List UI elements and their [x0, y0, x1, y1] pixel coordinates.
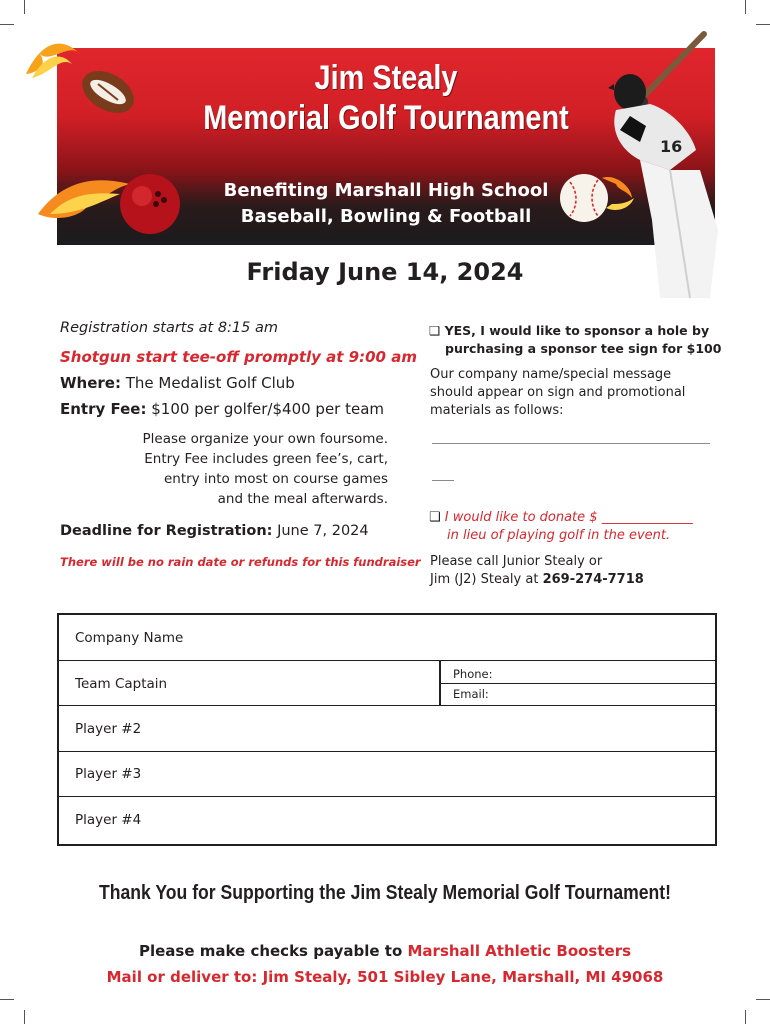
company-name-row[interactable]	[59, 615, 715, 661]
crop-mark	[756, 24, 770, 25]
sponsor-checkbox[interactable]: ❑	[429, 323, 441, 338]
crop-mark	[745, 1010, 746, 1024]
contact-phone: 269-274-7718	[542, 572, 644, 587]
player-4-label: Player #4	[75, 812, 142, 828]
message-line: should appear on sign and promotional	[430, 385, 686, 400]
phone-label: Phone:	[453, 667, 493, 681]
message-line: materials as follows:	[430, 403, 564, 418]
player-2-row[interactable]	[59, 706, 715, 752]
sponsor-text: YES, I would like to sponsor a hole by	[444, 323, 710, 338]
flaming-bowling-ball-icon	[30, 164, 190, 244]
note-line: Entry Fee includes green fee’s, cart,	[144, 451, 388, 467]
where-line	[60, 374, 295, 392]
entry-fee-line	[60, 400, 384, 418]
where-value: The Medalist Golf Club	[125, 374, 295, 392]
fee-note	[100, 429, 388, 509]
event-date: Friday June 14, 2024	[246, 258, 524, 286]
phone-field[interactable]	[441, 683, 715, 684]
note-line: entry into most on course games	[163, 471, 388, 487]
crop-mark	[0, 24, 14, 25]
crop-mark	[24, 1010, 25, 1024]
shotgun-start: Shotgun start tee-off promptly at 9:00 am	[60, 348, 417, 366]
entry-fee-value: $100 per golfer/$400 per team	[151, 400, 385, 418]
sponsor-message-instructions	[430, 366, 685, 420]
subtitle-line-2: Baseball, Bowling & Football	[240, 206, 532, 227]
no-rain-notice: There will be no rain date or refunds for this fundraiser	[60, 555, 421, 569]
title-line-2: Memorial Golf Tournament	[203, 99, 569, 137]
donate-option[interactable]	[429, 509, 693, 545]
player-3-label: Player #3	[75, 766, 142, 782]
message-line: Our company name/special message	[430, 367, 672, 382]
crop-mark	[745, 0, 746, 14]
deadline-line	[60, 523, 369, 539]
team-captain-row[interactable]	[59, 661, 715, 706]
subtitle-line-1: Benefiting Marshall High School	[223, 180, 549, 201]
donate-text: in lieu of playing golf in the event.	[447, 528, 671, 543]
player-4-row[interactable]	[59, 797, 715, 844]
sponsor-message-line-1[interactable]	[432, 443, 710, 444]
sponsor-option[interactable]	[429, 322, 721, 358]
where-label: Where:	[60, 374, 121, 392]
donate-text: I would like to donate $ ______________	[444, 510, 693, 525]
deadline-value: June 7, 2024	[277, 523, 369, 539]
thank-you-message: Thank You for Supporting the Jim Stealy Memorial Golf Tournament!	[98, 882, 672, 904]
title-line-1: Jim Stealy	[314, 59, 458, 97]
checks-payee: Marshall Athletic Boosters	[407, 942, 632, 960]
player-2-label: Player #2	[75, 721, 142, 737]
checks-prefix: Please make checks payable to	[138, 942, 403, 960]
checks-payable-line	[0, 942, 770, 960]
sponsor-message-line-2[interactable]	[432, 480, 454, 481]
team-captain-label: Team Captain	[75, 676, 168, 692]
note-line: and the meal afterwards.	[217, 491, 388, 507]
registration-form	[57, 613, 717, 846]
company-name-label: Company Name	[75, 630, 184, 646]
contact-info	[430, 553, 644, 589]
crop-mark	[24, 0, 25, 14]
flaming-football-icon	[20, 34, 140, 114]
sponsor-text: purchasing a sponsor tee sign for $100	[445, 341, 722, 356]
mailing-address: Mail or deliver to: Jim Stealy, 501 Sibley Lane, Marshall, MI 49068	[106, 968, 664, 986]
event-title	[106, 58, 665, 138]
svg-text:16: 16	[660, 137, 683, 156]
email-label: Email:	[453, 687, 489, 701]
contact-line: Jim (J2) Stealy at	[430, 572, 539, 587]
crop-mark	[0, 999, 14, 1000]
crop-mark	[756, 999, 770, 1000]
note-line: Please organize your own foursome.	[142, 431, 388, 447]
contact-line: Please call Junior Stealy or	[430, 554, 603, 569]
player-3-row[interactable]	[59, 752, 715, 797]
entry-fee-label: Entry Fee:	[60, 400, 147, 418]
donate-checkbox[interactable]: ❑	[429, 510, 441, 525]
registration-time: Registration starts at 8:15 am	[60, 320, 278, 336]
deadline-label: Deadline for Registration:	[60, 523, 273, 539]
